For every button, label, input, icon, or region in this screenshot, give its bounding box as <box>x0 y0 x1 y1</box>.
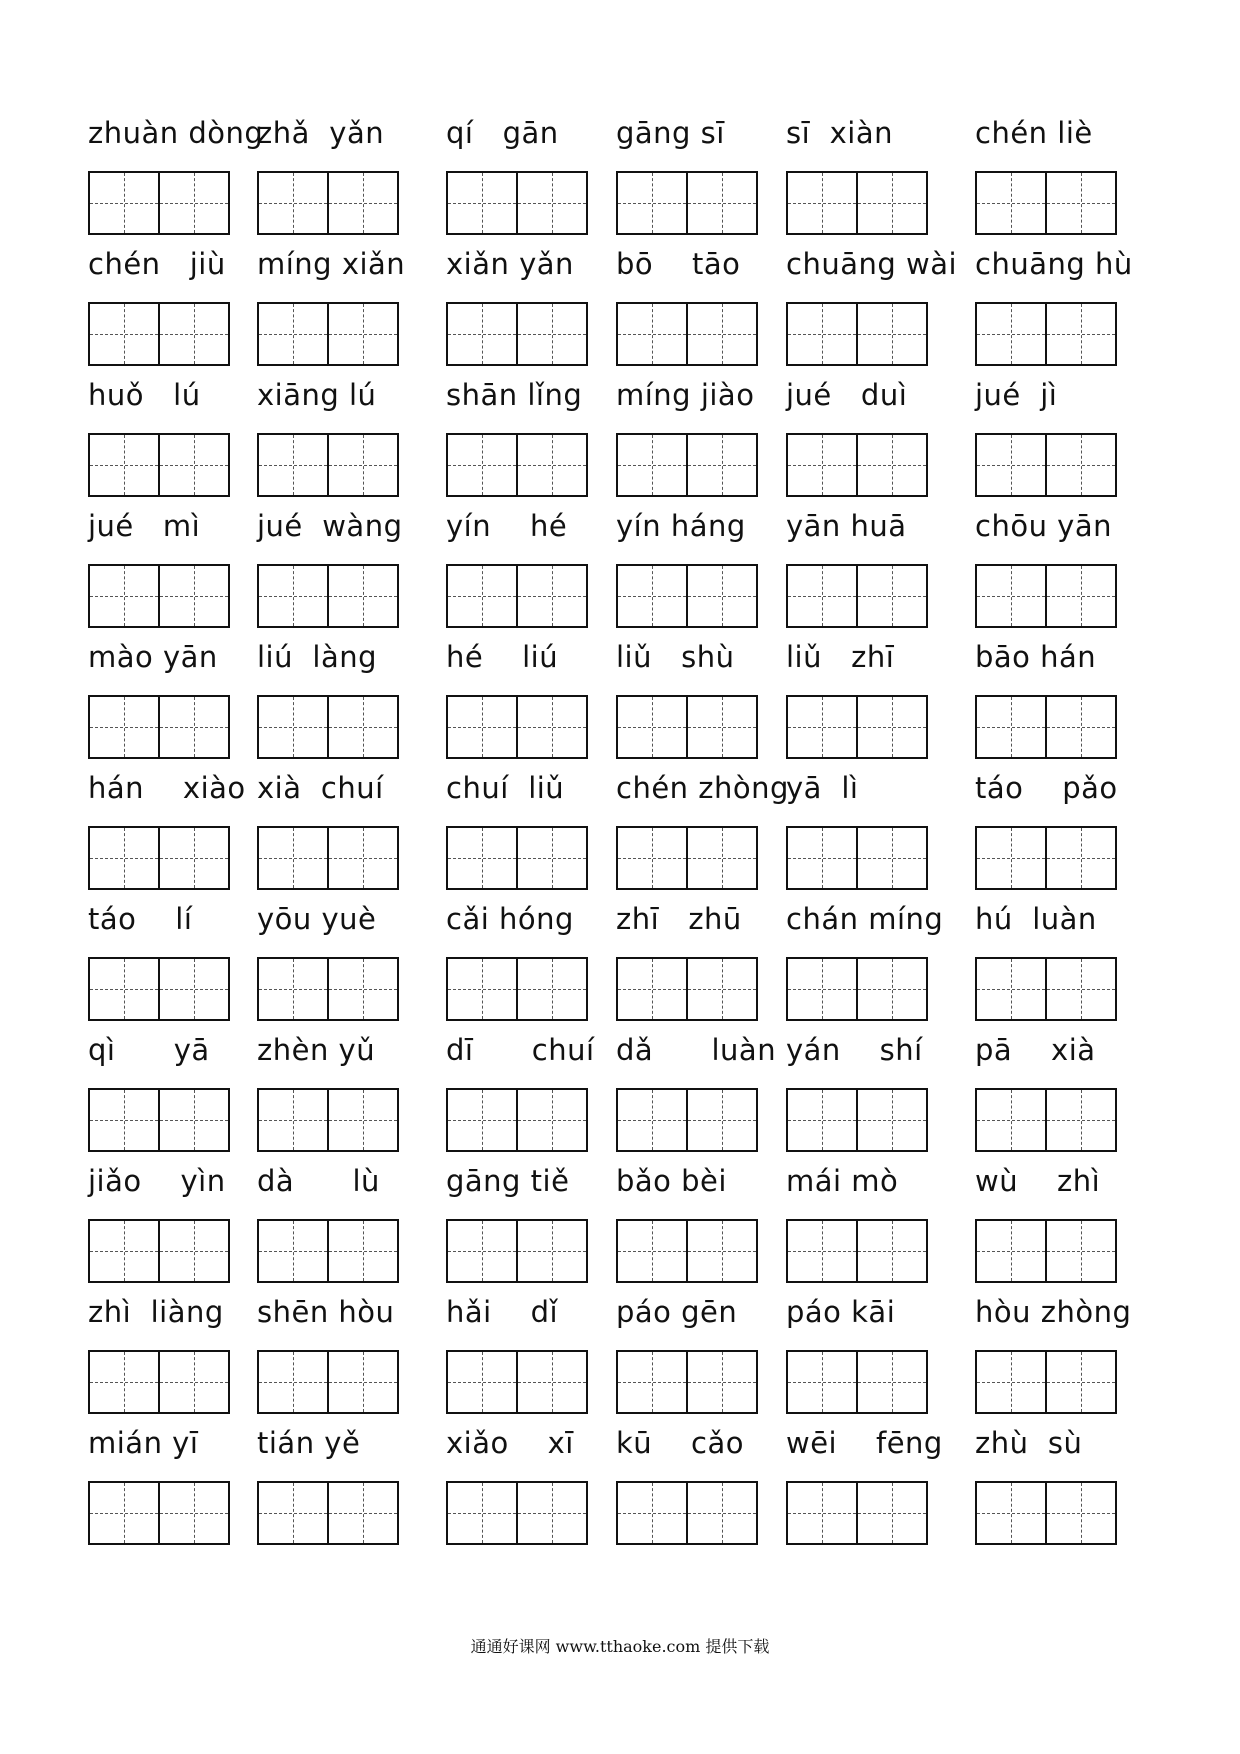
character-cell[interactable] <box>1045 1483 1115 1543</box>
writing-box-pair[interactable] <box>446 957 588 1021</box>
character-cell[interactable] <box>90 828 158 888</box>
writing-box-pair[interactable] <box>975 1350 1117 1414</box>
character-cell[interactable] <box>327 697 397 757</box>
character-cell[interactable] <box>977 435 1045 495</box>
character-cell[interactable] <box>516 173 586 233</box>
character-cell[interactable] <box>788 1090 856 1150</box>
pinyin-label: míng xiǎn <box>257 247 406 281</box>
character-cell[interactable] <box>977 1352 1045 1412</box>
worksheet-row <box>0 505 1240 636</box>
writing-box-pair[interactable] <box>446 171 588 235</box>
pinyin-label: zhǎ yǎn <box>257 116 385 150</box>
character-cell[interactable] <box>977 1221 1045 1281</box>
character-cell[interactable] <box>158 435 228 495</box>
writing-box-pair[interactable] <box>88 826 230 890</box>
character-cell[interactable] <box>788 566 856 626</box>
writing-box-pair[interactable] <box>616 564 758 628</box>
character-cell[interactable] <box>516 1483 586 1543</box>
worksheet-row <box>0 1160 1240 1291</box>
worksheet-row <box>0 636 1240 767</box>
worksheet-row <box>0 374 1240 505</box>
character-cell[interactable] <box>788 435 856 495</box>
character-cell[interactable] <box>788 828 856 888</box>
writing-box-pair[interactable] <box>975 1481 1117 1545</box>
character-cell[interactable] <box>516 435 586 495</box>
character-cell[interactable] <box>977 697 1045 757</box>
character-cell[interactable] <box>788 173 856 233</box>
writing-box-pair[interactable] <box>616 433 758 497</box>
writing-box-pair[interactable] <box>446 1481 588 1545</box>
pinyin-label: sī xiàn <box>786 116 893 150</box>
character-cell[interactable] <box>618 1090 686 1150</box>
character-cell[interactable] <box>259 1221 327 1281</box>
pinyin-label: yān huā <box>786 509 907 543</box>
character-cell[interactable] <box>327 304 397 364</box>
character-cell[interactable] <box>90 435 158 495</box>
character-cell[interactable] <box>158 173 228 233</box>
pinyin-label: páo kāi <box>786 1295 896 1329</box>
pinyin-label: wù zhì <box>975 1164 1101 1198</box>
pinyin-label: kū cǎo <box>616 1426 745 1460</box>
writing-box-pair[interactable] <box>616 171 758 235</box>
character-cell[interactable] <box>158 1483 228 1543</box>
character-cell[interactable] <box>977 304 1045 364</box>
writing-box-pair[interactable] <box>616 957 758 1021</box>
writing-box-pair[interactable] <box>446 302 588 366</box>
character-cell[interactable] <box>856 566 926 626</box>
character-cell[interactable] <box>448 1090 516 1150</box>
character-cell[interactable] <box>90 1352 158 1412</box>
pinyin-label: liú làng <box>257 640 378 674</box>
pinyin-label: zhì liàng <box>88 1295 224 1329</box>
character-cell[interactable] <box>259 1090 327 1150</box>
character-cell[interactable] <box>158 1352 228 1412</box>
character-cell[interactable] <box>516 304 586 364</box>
character-cell[interactable] <box>448 1483 516 1543</box>
character-cell[interactable] <box>686 1090 756 1150</box>
character-cell[interactable] <box>618 435 686 495</box>
character-cell[interactable] <box>90 1483 158 1543</box>
writing-box-pair[interactable] <box>786 826 928 890</box>
character-cell[interactable] <box>448 959 516 1019</box>
character-cell[interactable] <box>158 1221 228 1281</box>
writing-box-pair[interactable] <box>975 957 1117 1021</box>
writing-box-pair[interactable] <box>88 302 230 366</box>
writing-box-pair[interactable] <box>88 171 230 235</box>
character-cell[interactable] <box>856 1483 926 1543</box>
pinyin-label: chuāng wài <box>786 247 958 281</box>
character-cell[interactable] <box>618 959 686 1019</box>
writing-box-pair[interactable] <box>257 695 399 759</box>
writing-box-pair[interactable] <box>786 171 928 235</box>
character-cell[interactable] <box>516 566 586 626</box>
writing-box-pair[interactable] <box>88 1350 230 1414</box>
pinyin-label: tián yě <box>257 1426 361 1460</box>
writing-box-pair[interactable] <box>257 171 399 235</box>
character-cell[interactable] <box>259 697 327 757</box>
writing-box-pair[interactable] <box>446 826 588 890</box>
writing-box-pair[interactable] <box>88 1219 230 1283</box>
pinyin-label: bǎo bèi <box>616 1164 727 1198</box>
character-cell[interactable] <box>788 304 856 364</box>
pinyin-label: chén liè <box>975 116 1093 150</box>
character-cell[interactable] <box>686 1221 756 1281</box>
pinyin-label: jué mì <box>88 509 201 543</box>
character-cell[interactable] <box>259 959 327 1019</box>
pinyin-label: zhuàn dòng <box>88 116 264 150</box>
pinyin-label: mái mò <box>786 1164 899 1198</box>
pinyin-label: wēi fēng <box>786 1426 943 1460</box>
writing-box-pair[interactable] <box>446 1350 588 1414</box>
pinyin-label: hòu zhòng <box>975 1295 1132 1329</box>
writing-box-pair[interactable] <box>616 826 758 890</box>
character-cell[interactable] <box>686 959 756 1019</box>
character-cell[interactable] <box>788 959 856 1019</box>
writing-box-pair[interactable] <box>257 826 399 890</box>
character-cell[interactable] <box>327 173 397 233</box>
character-cell[interactable] <box>158 959 228 1019</box>
character-cell[interactable] <box>856 959 926 1019</box>
character-cell[interactable] <box>618 1483 686 1543</box>
character-cell[interactable] <box>90 304 158 364</box>
writing-box-pair[interactable] <box>257 1088 399 1152</box>
writing-box-pair[interactable] <box>616 695 758 759</box>
character-cell[interactable] <box>618 1221 686 1281</box>
writing-box-pair[interactable] <box>88 1481 230 1545</box>
writing-box-pair[interactable] <box>786 1088 928 1152</box>
character-cell[interactable] <box>618 173 686 233</box>
writing-box-pair[interactable] <box>257 564 399 628</box>
writing-box-pair[interactable] <box>786 564 928 628</box>
writing-box-pair[interactable] <box>88 957 230 1021</box>
character-cell[interactable] <box>788 1221 856 1281</box>
character-cell[interactable] <box>977 1483 1045 1543</box>
pinyin-label: pā xià <box>975 1033 1096 1067</box>
writing-box-pair[interactable] <box>446 433 588 497</box>
pinyin-label: xiǎo xī <box>446 1426 574 1460</box>
character-cell[interactable] <box>686 697 756 757</box>
writing-box-pair[interactable] <box>88 564 230 628</box>
writing-box-pair[interactable] <box>257 1219 399 1283</box>
character-cell[interactable] <box>686 304 756 364</box>
character-cell[interactable] <box>259 566 327 626</box>
pinyin-label: liǔ zhī <box>786 640 895 674</box>
pinyin-label: chén zhòng <box>616 771 789 805</box>
character-cell[interactable] <box>90 566 158 626</box>
character-cell[interactable] <box>788 697 856 757</box>
character-cell[interactable] <box>259 1483 327 1543</box>
writing-box-pair[interactable] <box>975 695 1117 759</box>
writing-box-pair[interactable] <box>88 433 230 497</box>
writing-box-pair[interactable] <box>616 302 758 366</box>
writing-box-pair[interactable] <box>257 433 399 497</box>
pinyin-label: yán shí <box>786 1033 923 1067</box>
pinyin-label: cǎi hóng <box>446 902 574 936</box>
character-cell[interactable] <box>686 1352 756 1412</box>
character-cell[interactable] <box>618 1352 686 1412</box>
character-cell[interactable] <box>686 1483 756 1543</box>
footer-credit: 通通好课网 www.tthaoke.com 提供下载 <box>470 1637 770 1656</box>
pinyin-label: jué jì <box>975 378 1058 412</box>
character-cell[interactable] <box>856 697 926 757</box>
writing-box-pair[interactable] <box>975 171 1117 235</box>
character-cell[interactable] <box>618 566 686 626</box>
writing-box-pair[interactable] <box>446 1088 588 1152</box>
worksheet-row <box>0 1291 1240 1422</box>
writing-box-pair[interactable] <box>975 564 1117 628</box>
character-cell[interactable] <box>448 1352 516 1412</box>
writing-box-pair[interactable] <box>975 1219 1117 1283</box>
writing-box-pair[interactable] <box>616 1481 758 1545</box>
character-cell[interactable] <box>618 304 686 364</box>
worksheet-row <box>0 1422 1240 1553</box>
character-cell[interactable] <box>1045 828 1115 888</box>
pinyin-label: xiāng lú <box>257 378 377 412</box>
writing-box-pair[interactable] <box>446 1219 588 1283</box>
character-cell[interactable] <box>90 1090 158 1150</box>
character-cell[interactable] <box>977 1090 1045 1150</box>
pinyin-label: qì yā <box>88 1033 210 1067</box>
writing-box-pair[interactable] <box>257 957 399 1021</box>
character-cell[interactable] <box>977 566 1045 626</box>
pinyin-label: hán xiào <box>88 771 246 805</box>
pinyin-label: yín hé <box>446 509 568 543</box>
pinyin-label: dī chuí <box>446 1033 595 1067</box>
pinyin-label: táo pǎo <box>975 771 1118 805</box>
worksheet-grid <box>0 112 1240 1553</box>
writing-box-pair[interactable] <box>257 1481 399 1545</box>
character-cell[interactable] <box>516 1352 586 1412</box>
pinyin-label: míng jiào <box>616 378 755 412</box>
writing-box-pair[interactable] <box>616 1088 758 1152</box>
character-cell[interactable] <box>448 828 516 888</box>
writing-box-pair[interactable] <box>786 695 928 759</box>
pinyin-label: shān lǐng <box>446 378 583 412</box>
writing-box-pair[interactable] <box>616 1219 758 1283</box>
character-cell[interactable] <box>516 697 586 757</box>
character-cell[interactable] <box>977 173 1045 233</box>
character-cell[interactable] <box>158 697 228 757</box>
writing-box-pair[interactable] <box>616 1350 758 1414</box>
pinyin-label: qí gān <box>446 116 559 150</box>
character-cell[interactable] <box>448 435 516 495</box>
pinyin-label: zhù sù <box>975 1426 1083 1460</box>
character-cell[interactable] <box>686 435 756 495</box>
pinyin-label: jué wàng <box>257 509 403 543</box>
character-cell[interactable] <box>618 828 686 888</box>
pinyin-label: bāo hán <box>975 640 1097 674</box>
character-cell[interactable] <box>516 959 586 1019</box>
writing-box-pair[interactable] <box>446 695 588 759</box>
character-cell[interactable] <box>686 828 756 888</box>
pinyin-label: mào yān <box>88 640 218 674</box>
pinyin-label: chán míng <box>786 902 944 936</box>
character-cell[interactable] <box>1045 304 1115 364</box>
pinyin-label: huǒ lú <box>88 378 201 412</box>
character-cell[interactable] <box>327 1221 397 1281</box>
character-cell[interactable] <box>327 435 397 495</box>
pinyin-label: páo gēn <box>616 1295 738 1329</box>
character-cell[interactable] <box>1045 566 1115 626</box>
pinyin-label: dǎ luàn <box>616 1033 777 1067</box>
character-cell[interactable] <box>158 828 228 888</box>
character-cell[interactable] <box>327 1352 397 1412</box>
character-cell[interactable] <box>448 173 516 233</box>
writing-box-pair[interactable] <box>786 1219 928 1283</box>
character-cell[interactable] <box>448 566 516 626</box>
character-cell[interactable] <box>977 828 1045 888</box>
pinyin-label: xià chuí <box>257 771 384 805</box>
character-cell[interactable] <box>1045 1090 1115 1150</box>
pinyin-label: chōu yān <box>975 509 1112 543</box>
character-cell[interactable] <box>448 304 516 364</box>
character-cell[interactable] <box>856 1221 926 1281</box>
character-cell[interactable] <box>856 304 926 364</box>
pinyin-label: gāng tiě <box>446 1164 570 1198</box>
character-cell[interactable] <box>686 566 756 626</box>
writing-box-pair[interactable] <box>257 302 399 366</box>
character-cell[interactable] <box>259 828 327 888</box>
writing-box-pair[interactable] <box>975 302 1117 366</box>
pinyin-label: zhī zhū <box>616 902 742 936</box>
pinyin-label: táo lí <box>88 902 193 936</box>
character-cell[interactable] <box>259 435 327 495</box>
character-cell[interactable] <box>327 1090 397 1150</box>
character-cell[interactable] <box>788 1483 856 1543</box>
character-cell[interactable] <box>977 959 1045 1019</box>
character-cell[interactable] <box>259 1352 327 1412</box>
pinyin-label: chuāng hù <box>975 247 1133 281</box>
pinyin-label: gāng sī <box>616 116 725 150</box>
character-cell[interactable] <box>516 1221 586 1281</box>
character-cell[interactable] <box>448 697 516 757</box>
character-cell[interactable] <box>1045 697 1115 757</box>
pinyin-label: yōu yuè <box>257 902 377 936</box>
character-cell[interactable] <box>448 1221 516 1281</box>
character-cell[interactable] <box>158 304 228 364</box>
writing-box-pair[interactable] <box>786 1481 928 1545</box>
writing-box-pair[interactable] <box>88 695 230 759</box>
pinyin-label: hé liú <box>446 640 559 674</box>
writing-box-pair[interactable] <box>446 564 588 628</box>
writing-box-pair[interactable] <box>786 1350 928 1414</box>
character-cell[interactable] <box>90 697 158 757</box>
worksheet-row <box>0 898 1240 1029</box>
worksheet-row <box>0 243 1240 374</box>
writing-box-pair[interactable] <box>786 433 928 497</box>
character-cell[interactable] <box>327 1483 397 1543</box>
writing-box-pair[interactable] <box>88 1088 230 1152</box>
character-cell[interactable] <box>90 1221 158 1281</box>
character-cell[interactable] <box>1045 1352 1115 1412</box>
worksheet-row <box>0 112 1240 243</box>
character-cell[interactable] <box>259 173 327 233</box>
pinyin-label: bō tāo <box>616 247 741 281</box>
character-cell[interactable] <box>1045 1221 1115 1281</box>
pinyin-label: yā lì <box>786 771 859 805</box>
pinyin-label: hú luàn <box>975 902 1097 936</box>
character-cell[interactable] <box>856 828 926 888</box>
character-cell[interactable] <box>1045 435 1115 495</box>
pinyin-label: mián yī <box>88 1426 199 1460</box>
writing-box-pair[interactable] <box>257 1350 399 1414</box>
pinyin-label: shēn hòu <box>257 1295 395 1329</box>
pinyin-label: jué duì <box>786 378 908 412</box>
pinyin-label: jiǎo yìn <box>88 1164 226 1198</box>
writing-box-pair[interactable] <box>975 433 1117 497</box>
character-cell[interactable] <box>158 566 228 626</box>
writing-box-pair[interactable] <box>975 1088 1117 1152</box>
character-cell[interactable] <box>856 1352 926 1412</box>
character-cell[interactable] <box>259 304 327 364</box>
pinyin-label: dà lù <box>257 1164 380 1198</box>
character-cell[interactable] <box>158 1090 228 1150</box>
character-cell[interactable] <box>788 1352 856 1412</box>
character-cell[interactable] <box>686 173 756 233</box>
character-cell[interactable] <box>856 435 926 495</box>
pinyin-label: liǔ shù <box>616 640 735 674</box>
pinyin-label: yín háng <box>616 509 746 543</box>
writing-box-pair[interactable] <box>786 957 928 1021</box>
character-cell[interactable] <box>516 828 586 888</box>
character-cell[interactable] <box>327 566 397 626</box>
pinyin-label: chén jiù <box>88 247 226 281</box>
character-cell[interactable] <box>618 697 686 757</box>
character-cell[interactable] <box>90 173 158 233</box>
writing-box-pair[interactable] <box>786 302 928 366</box>
character-cell[interactable] <box>516 1090 586 1150</box>
character-cell[interactable] <box>856 173 926 233</box>
pinyin-label: zhèn yǔ <box>257 1033 376 1067</box>
pinyin-label: hǎi dǐ <box>446 1295 559 1329</box>
character-cell[interactable] <box>856 1090 926 1150</box>
pinyin-label: chuí liǔ <box>446 771 565 805</box>
character-cell[interactable] <box>90 959 158 1019</box>
writing-box-pair[interactable] <box>975 826 1117 890</box>
character-cell[interactable] <box>327 828 397 888</box>
worksheet-row <box>0 767 1240 898</box>
character-cell[interactable] <box>1045 959 1115 1019</box>
pinyin-label: xiǎn yǎn <box>446 247 574 281</box>
worksheet-row <box>0 1029 1240 1160</box>
character-cell[interactable] <box>327 959 397 1019</box>
character-cell[interactable] <box>1045 173 1115 233</box>
